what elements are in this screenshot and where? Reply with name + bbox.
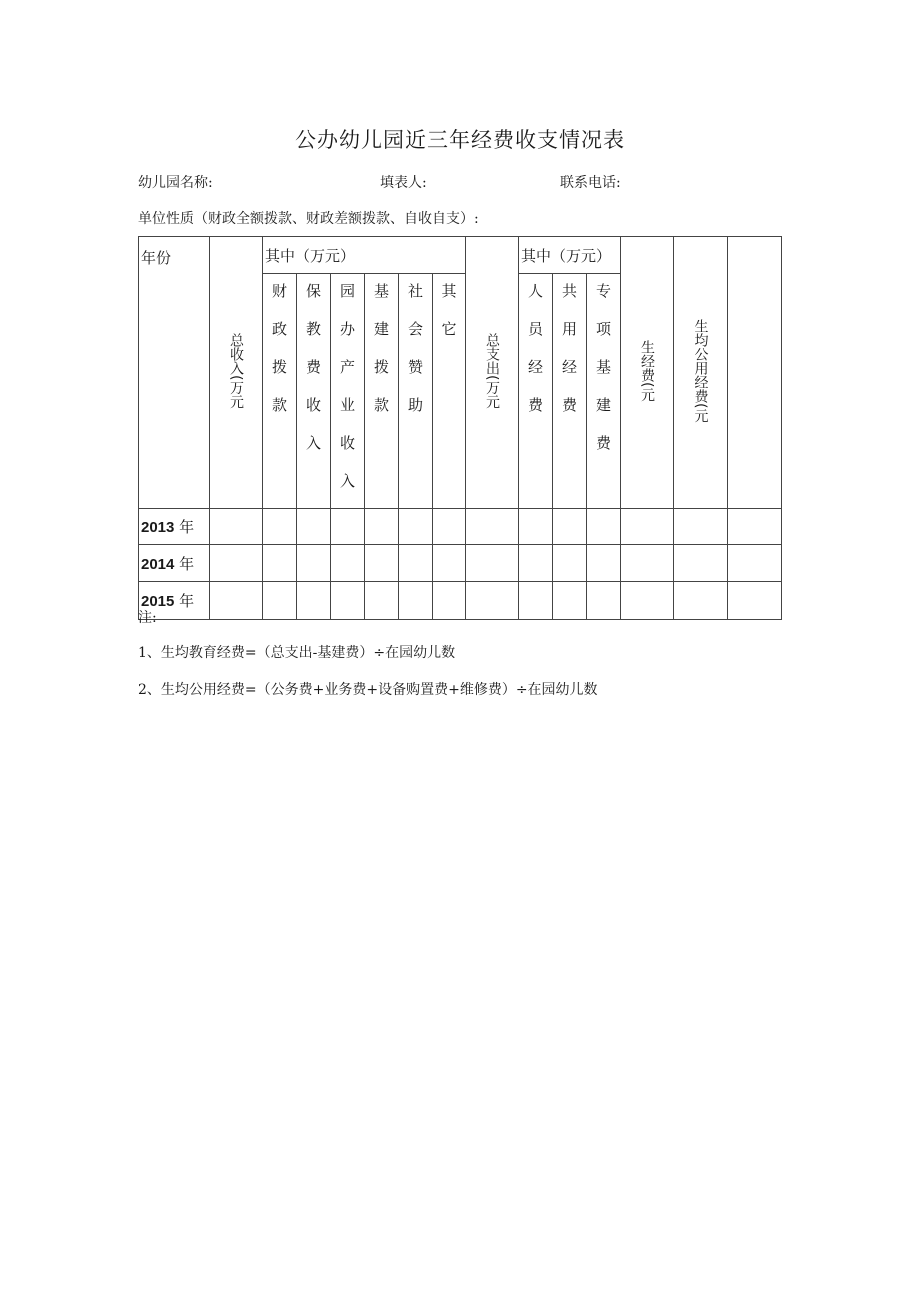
- data-cell[interactable]: [433, 509, 466, 545]
- vertical-char: 它: [441, 320, 457, 338]
- vertical-char: 财: [271, 282, 287, 300]
- vertical-char: 产: [339, 358, 355, 376]
- total-income-label: 总收入(万元: [228, 332, 244, 409]
- row-year-label: [139, 509, 210, 545]
- notes-label: 注:: [138, 610, 157, 626]
- vertical-char: 入: [305, 434, 321, 452]
- vertical-char: 款: [373, 396, 389, 414]
- fiscal-allocation-header: [263, 274, 297, 509]
- vertical-char: 基: [373, 282, 389, 300]
- vertical-text: [297, 274, 330, 470]
- data-cell[interactable]: [466, 545, 519, 582]
- vertical-char: 入: [339, 472, 355, 490]
- data-cell[interactable]: [587, 545, 621, 582]
- data-cell[interactable]: [297, 509, 331, 545]
- finance-table: [138, 236, 782, 620]
- data-cell[interactable]: [399, 582, 433, 620]
- vertical-char: 赞: [407, 358, 423, 376]
- data-cell[interactable]: [210, 545, 263, 582]
- vertical-char: 人: [528, 282, 544, 300]
- vertical-char: 业: [339, 396, 355, 414]
- vertical-char: 保: [305, 282, 321, 300]
- data-cell[interactable]: [519, 582, 553, 620]
- vertical-char: 费: [596, 434, 612, 452]
- vertical-char: 项: [596, 320, 612, 338]
- data-cell[interactable]: [331, 582, 365, 620]
- data-cell[interactable]: [728, 582, 782, 620]
- note-1: 1、生均教育经费=（总支出-基建费）÷在园幼儿数: [138, 645, 456, 661]
- social-sponsorship-header: [399, 274, 433, 509]
- table-row: [139, 545, 782, 582]
- data-cell[interactable]: [263, 509, 297, 545]
- data-cell[interactable]: [621, 545, 674, 582]
- personnel-expense-header: [519, 274, 553, 509]
- vertical-char: 款: [271, 396, 287, 414]
- special-construction-header: [587, 274, 621, 509]
- income-sub-header: 其中（万元）: [263, 237, 466, 274]
- per-student-edu-label: 生经费(元: [639, 339, 656, 402]
- data-cell[interactable]: [674, 509, 728, 545]
- vertical-char: 经: [562, 358, 578, 376]
- year-number: 2013: [141, 519, 175, 536]
- vertical-char: 费: [305, 358, 321, 376]
- vertical-char: 会: [407, 320, 423, 338]
- unit-nature-label: 单位性质（财政全额拨款、财政差额拨款、自收自支）:: [138, 211, 479, 227]
- filler-label: 填表人:: [380, 175, 427, 191]
- vertical-char: 专: [596, 282, 612, 300]
- vertical-text: [519, 274, 552, 432]
- per-student-public-header: [674, 237, 728, 509]
- data-cell[interactable]: [365, 582, 399, 620]
- vertical-char: 费: [562, 396, 578, 414]
- expense-sub-header: 其中（万元）: [519, 237, 621, 274]
- total-income-header: [210, 237, 263, 509]
- vertical-char: 建: [373, 320, 389, 338]
- vertical-text: [553, 274, 586, 432]
- vertical-char: 助: [407, 396, 423, 414]
- data-cell[interactable]: [331, 545, 365, 582]
- vertical-char: 教: [305, 320, 321, 338]
- data-cell[interactable]: [365, 509, 399, 545]
- data-cell[interactable]: [297, 545, 331, 582]
- data-cell[interactable]: [433, 582, 466, 620]
- year-suffix: 年: [179, 554, 195, 573]
- vertical-char: 员: [528, 320, 544, 338]
- per-student-edu-header: [621, 237, 674, 509]
- data-cell[interactable]: [587, 582, 621, 620]
- data-cell[interactable]: [674, 582, 728, 620]
- vertical-char: 经: [528, 358, 544, 376]
- vertical-char: 社: [407, 282, 423, 300]
- vertical-char: 拨: [373, 358, 389, 376]
- vertical-char: 用: [562, 320, 578, 338]
- total-expense-label: 总支出(万元: [484, 332, 501, 409]
- year-number: 2014: [141, 555, 175, 573]
- data-cell[interactable]: [331, 509, 365, 545]
- data-cell[interactable]: [621, 509, 674, 545]
- data-cell[interactable]: [674, 545, 728, 582]
- vertical-text: [399, 274, 432, 432]
- data-cell[interactable]: [433, 545, 466, 582]
- data-cell[interactable]: [399, 545, 433, 582]
- note-2: 2、生均公用经费=（公务费+业务费+设备购置费+维修费）÷在园幼儿数: [138, 682, 598, 698]
- year-suffix: 年: [179, 592, 195, 610]
- vertical-char: 收: [339, 434, 355, 452]
- data-cell[interactable]: [553, 509, 587, 545]
- data-cell[interactable]: [519, 545, 553, 582]
- data-cell[interactable]: [365, 545, 399, 582]
- year-header: 年份: [139, 237, 210, 509]
- data-cell[interactable]: [399, 509, 433, 545]
- vertical-char: 其: [441, 282, 457, 300]
- data-cell[interactable]: [553, 545, 587, 582]
- tuition-income-header: [297, 274, 331, 509]
- phone-label: 联系电话:: [560, 175, 621, 191]
- data-cell[interactable]: [728, 509, 782, 545]
- data-cell[interactable]: [263, 582, 297, 620]
- data-cell[interactable]: [297, 582, 331, 620]
- vertical-char: 基: [596, 358, 612, 376]
- vertical-char: 办: [339, 320, 355, 338]
- vertical-char: 建: [596, 396, 612, 414]
- year-number: 2015: [141, 593, 175, 610]
- vertical-text: [331, 274, 364, 508]
- data-cell[interactable]: [519, 509, 553, 545]
- vertical-char: 收: [305, 396, 321, 414]
- row-year-label: [139, 545, 210, 582]
- shared-expense-header: [553, 274, 587, 509]
- other-income-header: [433, 274, 466, 509]
- construction-allocation-header: [365, 274, 399, 509]
- data-cell[interactable]: [587, 509, 621, 545]
- vertical-char: 园: [339, 282, 355, 300]
- data-cell[interactable]: [466, 509, 519, 545]
- vertical-char: 共: [562, 282, 578, 300]
- year-suffix: 年: [179, 518, 195, 536]
- blank-header: [728, 237, 782, 509]
- data-cell[interactable]: [466, 582, 519, 620]
- data-cell[interactable]: [210, 582, 263, 620]
- per-student-public-label: 生均公用经费(元: [692, 318, 709, 423]
- table-row: [139, 509, 782, 545]
- data-cell[interactable]: [263, 545, 297, 582]
- vertical-text: [433, 274, 465, 356]
- total-expense-header: [466, 237, 519, 509]
- table-row: [139, 582, 782, 620]
- vertical-char: 拨: [271, 358, 287, 376]
- data-cell[interactable]: [621, 582, 674, 620]
- vertical-char: 政: [271, 320, 287, 338]
- kindergarten-name-label: 幼儿园名称:: [138, 175, 213, 191]
- data-cell[interactable]: [553, 582, 587, 620]
- vertical-char: 费: [528, 396, 544, 414]
- page-title: 公办幼儿园近三年经费收支情况表: [295, 128, 625, 152]
- data-cell[interactable]: [728, 545, 782, 582]
- vertical-text: [263, 274, 296, 432]
- vertical-text: [587, 274, 620, 470]
- data-cell[interactable]: [210, 509, 263, 545]
- school-industry-income-header: [331, 274, 365, 509]
- vertical-text: [365, 274, 398, 432]
